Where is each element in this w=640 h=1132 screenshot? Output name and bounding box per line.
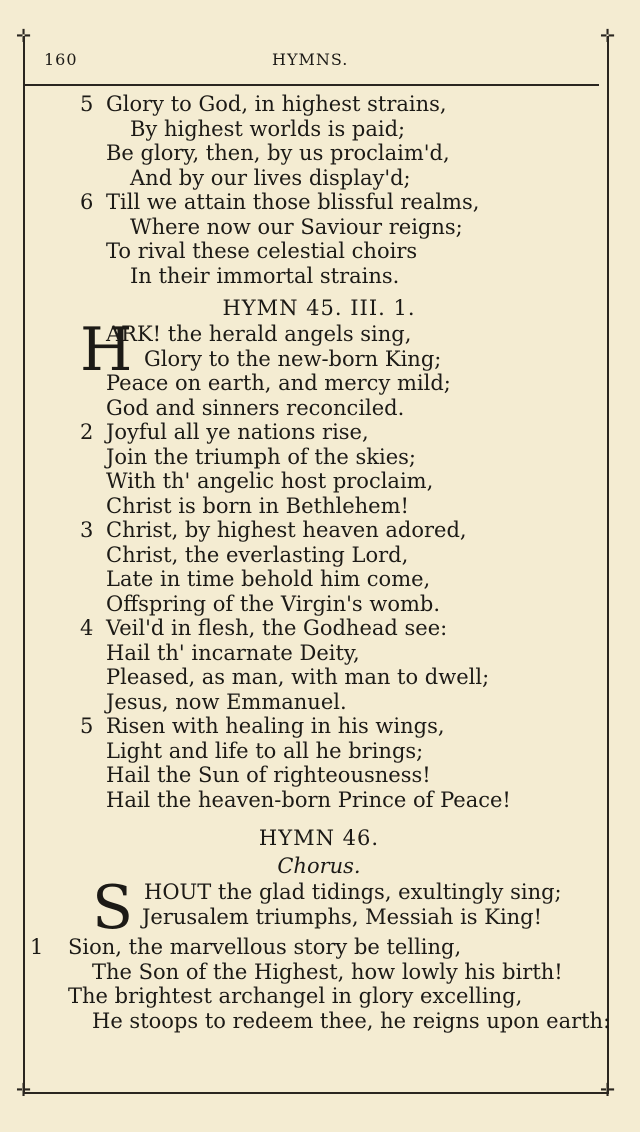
verse-line: Christ is born in Bethlehem! xyxy=(106,493,409,518)
verse-line: By highest worlds is paid; xyxy=(130,116,406,141)
verse-line: Offspring of the Virgin's womb. xyxy=(106,591,441,616)
verse-line: Glory to the new-born King; xyxy=(144,346,442,371)
verse-line: Peace on earth, and mercy mild; xyxy=(106,371,451,395)
verse-line: Hail th' incarnate Deity, xyxy=(106,640,360,665)
stanza-number: 2 xyxy=(80,420,94,444)
verse-line: Pleased, as man, with man to dwell; xyxy=(106,665,490,689)
stanza-number: 3 xyxy=(80,518,94,542)
bottom-rule xyxy=(23,1092,609,1094)
corner-ornament-icon: ✛ xyxy=(600,1080,616,1101)
verse-line: Join the triumph of the skies; xyxy=(106,444,416,469)
verse-line: 4 Veil'd in flesh, the Godhead see: xyxy=(80,616,448,640)
hymn-heading: HYMN 46. xyxy=(258,826,380,850)
verse-line: Christ, the everlasting Lord, xyxy=(106,542,409,567)
verse-line: He stoops to redeem thee, he reigns upon earth: xyxy=(92,1008,611,1033)
stanza-number: 5 xyxy=(80,714,94,738)
verse-line: The brightest archangel in glory excelling, xyxy=(68,984,523,1008)
corner-ornament-icon: ✛ xyxy=(16,1080,32,1101)
verse-line: The Son of the Highest, how lowly his birth! xyxy=(92,959,563,984)
verse-line: 5 Risen with healing in his wings, xyxy=(80,714,445,738)
verse-line: ARK! the herald angels sing, xyxy=(106,322,412,346)
verse-line: Late in time behold him come, xyxy=(106,567,431,591)
drop-cap: S xyxy=(92,873,134,943)
page-number: 160 xyxy=(44,50,78,69)
corner-ornament-icon: ✛ xyxy=(16,26,32,47)
verse-line: 2 Joyful all ye nations rise, xyxy=(80,420,369,444)
stanza-number: 4 xyxy=(80,616,94,640)
verse-line: Be glory, then, by us proclaim'd, xyxy=(106,141,450,165)
stanza-number: 5 xyxy=(80,92,94,116)
verse-line: God and sinners reconciled. xyxy=(106,395,405,420)
verse-line: Hail the heaven-born Prince of Peace! xyxy=(106,787,511,812)
verse-line: In their immortal strains. xyxy=(130,263,400,288)
verse-line: Where now our Saviour reigns; xyxy=(130,214,463,239)
verse-line: Jerusalem triumphs, Messiah is King! xyxy=(142,904,543,929)
verse-line: To rival these celestial choirs xyxy=(106,239,418,263)
corner-ornament-icon: ✛ xyxy=(600,26,616,47)
drop-cap: H xyxy=(80,315,133,385)
verse-line: HOUT the glad tidings, exultingly sing; xyxy=(144,880,562,904)
verse-line: With th' angelic host proclaim, xyxy=(106,469,434,493)
page-body xyxy=(24,92,614,1033)
verse-line: Light and life to all he brings; xyxy=(106,738,424,763)
hymn-chorus xyxy=(24,873,614,943)
verse-line: 1 Sion, the marvellous story be telling, xyxy=(30,935,462,959)
hymn-first-stanza xyxy=(24,315,614,420)
running-title: HYMNS. xyxy=(272,50,349,69)
verse-line: And by our lives display'd; xyxy=(130,165,411,190)
verse-line: 5 Glory to God, in highest strains, xyxy=(80,92,447,116)
header-rule xyxy=(23,84,599,86)
stanza-number: 1 xyxy=(30,935,44,959)
hymn-heading: HYMN 45. III. 1. xyxy=(222,296,416,320)
verse-line: 6 Till we attain those blissful realms, xyxy=(80,190,480,214)
verse-line: Jesus, now Emmanuel. xyxy=(106,689,347,714)
verse-line: Hail the Sun of righteousness! xyxy=(106,763,431,787)
hymn-subheading: Chorus. xyxy=(277,854,361,878)
stanza-number: 6 xyxy=(80,190,94,214)
verse-line: 3 Christ, by highest heaven adored, xyxy=(80,518,467,542)
